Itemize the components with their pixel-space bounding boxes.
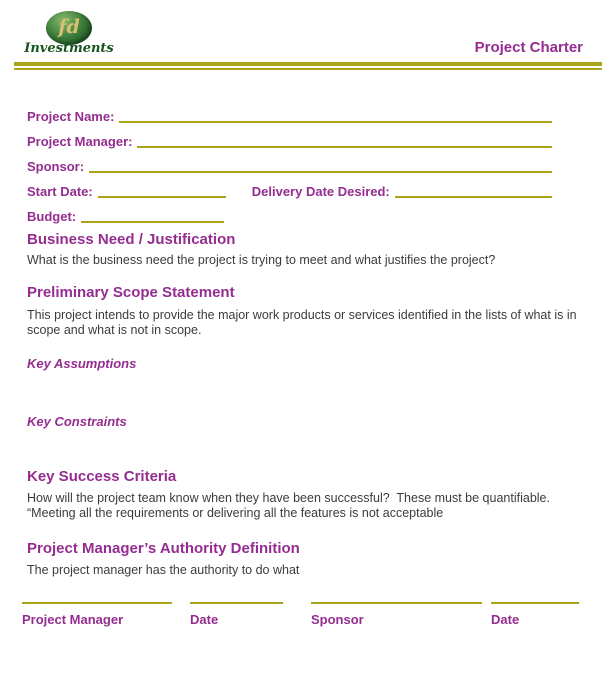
sponsor-signature-line[interactable]	[311, 602, 482, 604]
project-manager-signature-label: Project Manager	[22, 612, 124, 627]
project-manager-date-line[interactable]	[190, 602, 283, 604]
sponsor-date	[491, 602, 579, 627]
project-manager-signature	[22, 602, 172, 627]
key-assumptions-subheading: Key Assumptions	[27, 355, 137, 371]
header-rule-thick	[14, 62, 602, 66]
sponsor-row	[27, 150, 552, 175]
success-criteria-body-line2: “Meeting all the requirements or delivering all the features is not acceptable	[27, 506, 444, 520]
logo-company-name: Investments	[24, 41, 114, 56]
scope-statement-body: This project intends to provide the major work products or services identified in the lists of what is in scope and what is not in scope.	[27, 307, 581, 337]
logo-monogram: fd	[58, 16, 80, 38]
project-name-row	[27, 100, 552, 125]
project-name-blank[interactable]	[119, 121, 552, 123]
start-date-label: Start Date:	[27, 184, 93, 199]
budget-label: Budget:	[27, 209, 77, 224]
project-manager-label: Project Manager:	[27, 134, 133, 149]
authority-definition-heading: Project Manager’s Authority Definition	[27, 539, 300, 557]
start-date-blank[interactable]	[98, 196, 226, 198]
key-constraints-subheading: Key Constraints	[27, 413, 127, 429]
budget-blank[interactable]	[81, 221, 224, 223]
sponsor-blank[interactable]	[89, 171, 552, 173]
business-need-body: What is the business need the project is trying to meet and what justifies the project?	[27, 253, 496, 267]
sponsor-signature-label: Sponsor	[311, 612, 364, 627]
charter-sections	[0, 231, 610, 578]
signature-block	[22, 602, 610, 627]
document-title: Project Charter	[474, 39, 583, 56]
charter-fields	[27, 100, 552, 225]
sponsor-label: Sponsor:	[27, 159, 85, 174]
scope-statement-heading: Preliminary Scope Statement	[27, 283, 235, 301]
project-manager-date-label: Date	[190, 612, 219, 627]
success-criteria-heading: Key Success Criteria	[27, 467, 177, 485]
company-logo	[24, 11, 114, 56]
dates-row	[27, 175, 552, 200]
sponsor-signature	[311, 602, 482, 627]
sponsor-date-label: Date	[491, 612, 520, 627]
project-manager-blank[interactable]	[137, 146, 552, 148]
header-rule-thin	[14, 68, 602, 70]
project-manager-row	[27, 125, 552, 150]
budget-row	[27, 200, 552, 225]
authority-definition-body: The project manager has the authority to do what	[27, 562, 300, 577]
sponsor-date-line[interactable]	[491, 602, 579, 604]
project-name-label: Project Name:	[27, 109, 115, 124]
success-criteria-body-line1: How will the project team know when they have been successful? These must be quantifiable.	[27, 490, 550, 505]
delivery-date-blank[interactable]	[395, 196, 552, 198]
document-header	[0, 0, 610, 56]
project-manager-date	[190, 602, 283, 627]
delivery-date-label: Delivery Date Desired:	[251, 184, 390, 199]
project-manager-signature-line[interactable]	[22, 602, 172, 604]
business-need-heading: Business Need / Justification	[27, 231, 236, 248]
globe-logo-icon	[46, 11, 92, 45]
